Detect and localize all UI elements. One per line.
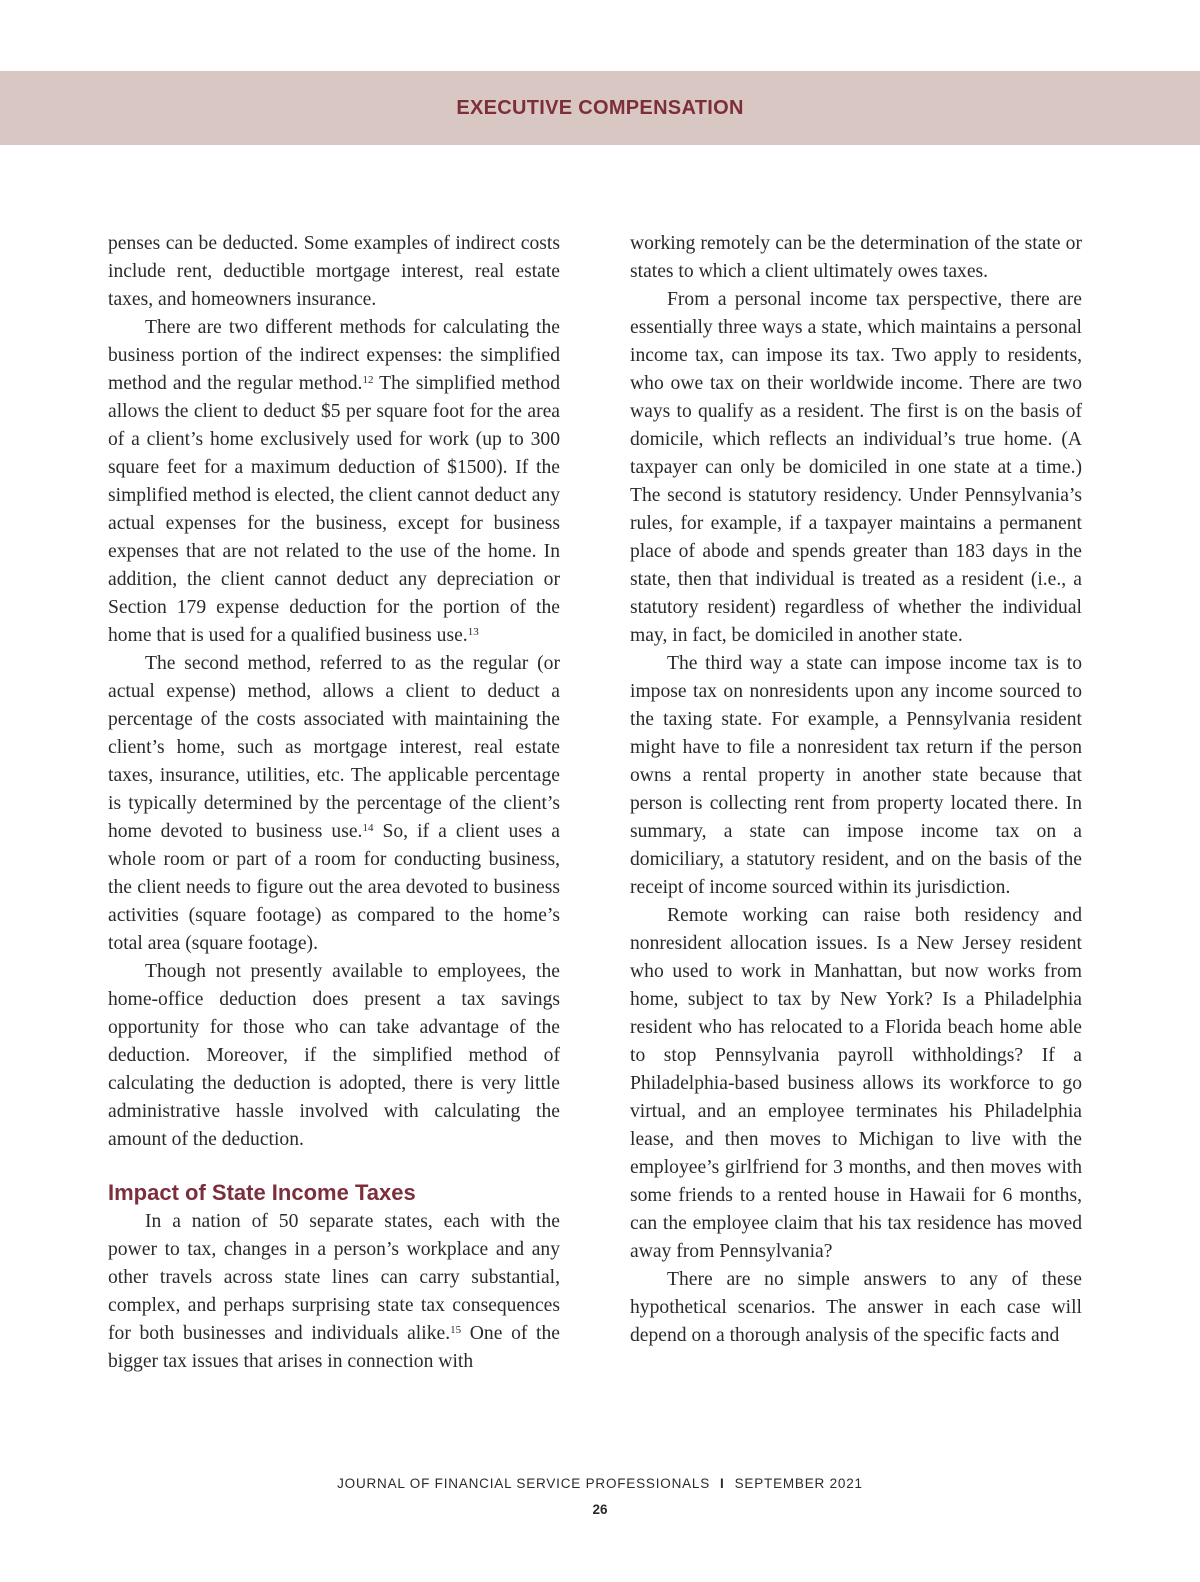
footnote-ref: 15 xyxy=(450,1324,462,1336)
paragraph: The third way a state can impose income tax is to impose tax on nonresidents upon any income sourced to the taxing state. For example, a Pennsylvania resident might have to file a nonresident tax return if the person owns a rental property in another state because that person is collecting rent from property located there. In summary, a state can impose income tax on a domiciliary, a statutory resident, and on the basis of the receipt of income sourced within its jurisdiction. xyxy=(630,653,1082,898)
footer-separator: I xyxy=(720,1476,725,1491)
section-heading: Impact of State Income Taxes xyxy=(108,1180,416,1205)
right-column xyxy=(630,230,1082,1350)
footer-line xyxy=(0,1474,1200,1494)
section-title: EXECUTIVE COMPENSATION xyxy=(456,96,744,119)
page-footer xyxy=(0,1474,1200,1520)
issue-date: SEPTEMBER 2021 xyxy=(734,1476,863,1491)
paragraph: There are no simple answers to any of these hypothetical scenarios. The answer in each case will depend on a thorough analysis of the specific facts and xyxy=(630,1269,1082,1346)
left-column xyxy=(108,230,560,1376)
paragraph: The second method, referred to as the regular (or actual expense) method, allows a client to deduct a percentage of the costs associated with maintaining the client’s home, such as mortgage interest, real estate taxes, insurance, utilities, etc. The applicable percentage is typically determined by the percentage of the client’s home devoted to business use.$^{14}$ So, if a client uses a whole room or part of a room for conducting business, the client needs to figure out the area devoted to business activities (square footage) as compared to the home’s total area (square footage). xyxy=(108,653,560,954)
paragraph: working remotely can be the determination of the state or states to which a client ultimately owes taxes. xyxy=(630,233,1082,282)
paragraph: penses can be deducted. Some examples of indirect costs include rent, deductible mortgage interest, real estate taxes, and homeowners insurance. xyxy=(108,233,560,310)
journal-name: JOURNAL OF FINANCIAL SERVICE PROFESSIONALS xyxy=(337,1476,711,1491)
page-number: 26 xyxy=(592,1502,608,1517)
footnote-ref: 13 xyxy=(467,626,479,638)
section-banner xyxy=(0,71,1200,145)
footnote-ref: 14 xyxy=(362,822,374,834)
paragraph: Remote working can raise both residency and nonresident allocation issues. Is a New Jersey resident who used to work in Manhattan, but now works from home, subject to tax by New York? Is a Philadelphia resident who has relocated to a Florida beach home able to stop Pennsylvania payroll withholdings? If a Philadelphia-based business allows its workforce to go virtual, and an employee terminates his Philadelphia lease, and then moves to Michigan to live with the employee’s girlfriend for 3 months, and then moves with some friends to a rented house in Hawaii for 6 months, can the employee claim that his tax residence has moved away from Pennsylvania? xyxy=(630,905,1082,1262)
paragraph: There are two different methods for calculating the business portion of the indirect expenses: the simplified method and the regular method.$^{12}$ The simplified method allows the client to deduct $5 per square foot for the area of a client’s home exclusively used for work (up to 300 square feet for a maximum deduction of $1500). If the simplified method is elected, the client cannot deduct any actual expenses for the business, except for business expenses that are not related to the use of the home. In addition, the client cannot deduct any depreciation or Section 179 expense deduction for the portion of the home that is used for a qualified business use.$^{13}$ xyxy=(108,317,561,646)
paragraph: In a nation of 50 separate states, each with the power to tax, changes in a person’s workplace and any other travels across state lines can carry substantial, complex, and perhaps surprising state tax consequences for both businesses and individuals alike.$^{15}$ One of the bigger tax issues that arises in connection with xyxy=(108,1211,560,1372)
paragraph: Though not presently available to employees, the home-office deduction does present a tax savings opportunity for those who can take advantage of the deduction. Moreover, if the simplified method of calculating the deduction is adopted, there is very little administrative hassle involved with calculating the amount of the deduction. xyxy=(108,961,560,1150)
footnote-ref: 12 xyxy=(362,374,374,386)
paragraph: From a personal income tax perspective, there are essentially three ways a state, which maintains a personal income tax, can impose its tax. Two apply to residents, who owe tax on their worldwide income. There are two ways to qualify as a resident. The first is on the basis of domicile, which reflects an individual’s true home. (A taxpayer can only be domiciled in one state at a time.) The second is statutory residency. Under Pennsylvania’s rules, for example, if a taxpayer maintains a permanent place of abode and spends greater than 183 days in the state, then that individual is treated as a resident (i.e., a statutory resident) regardless of whether the individual may, in fact, be domiciled in another state. xyxy=(630,289,1082,646)
